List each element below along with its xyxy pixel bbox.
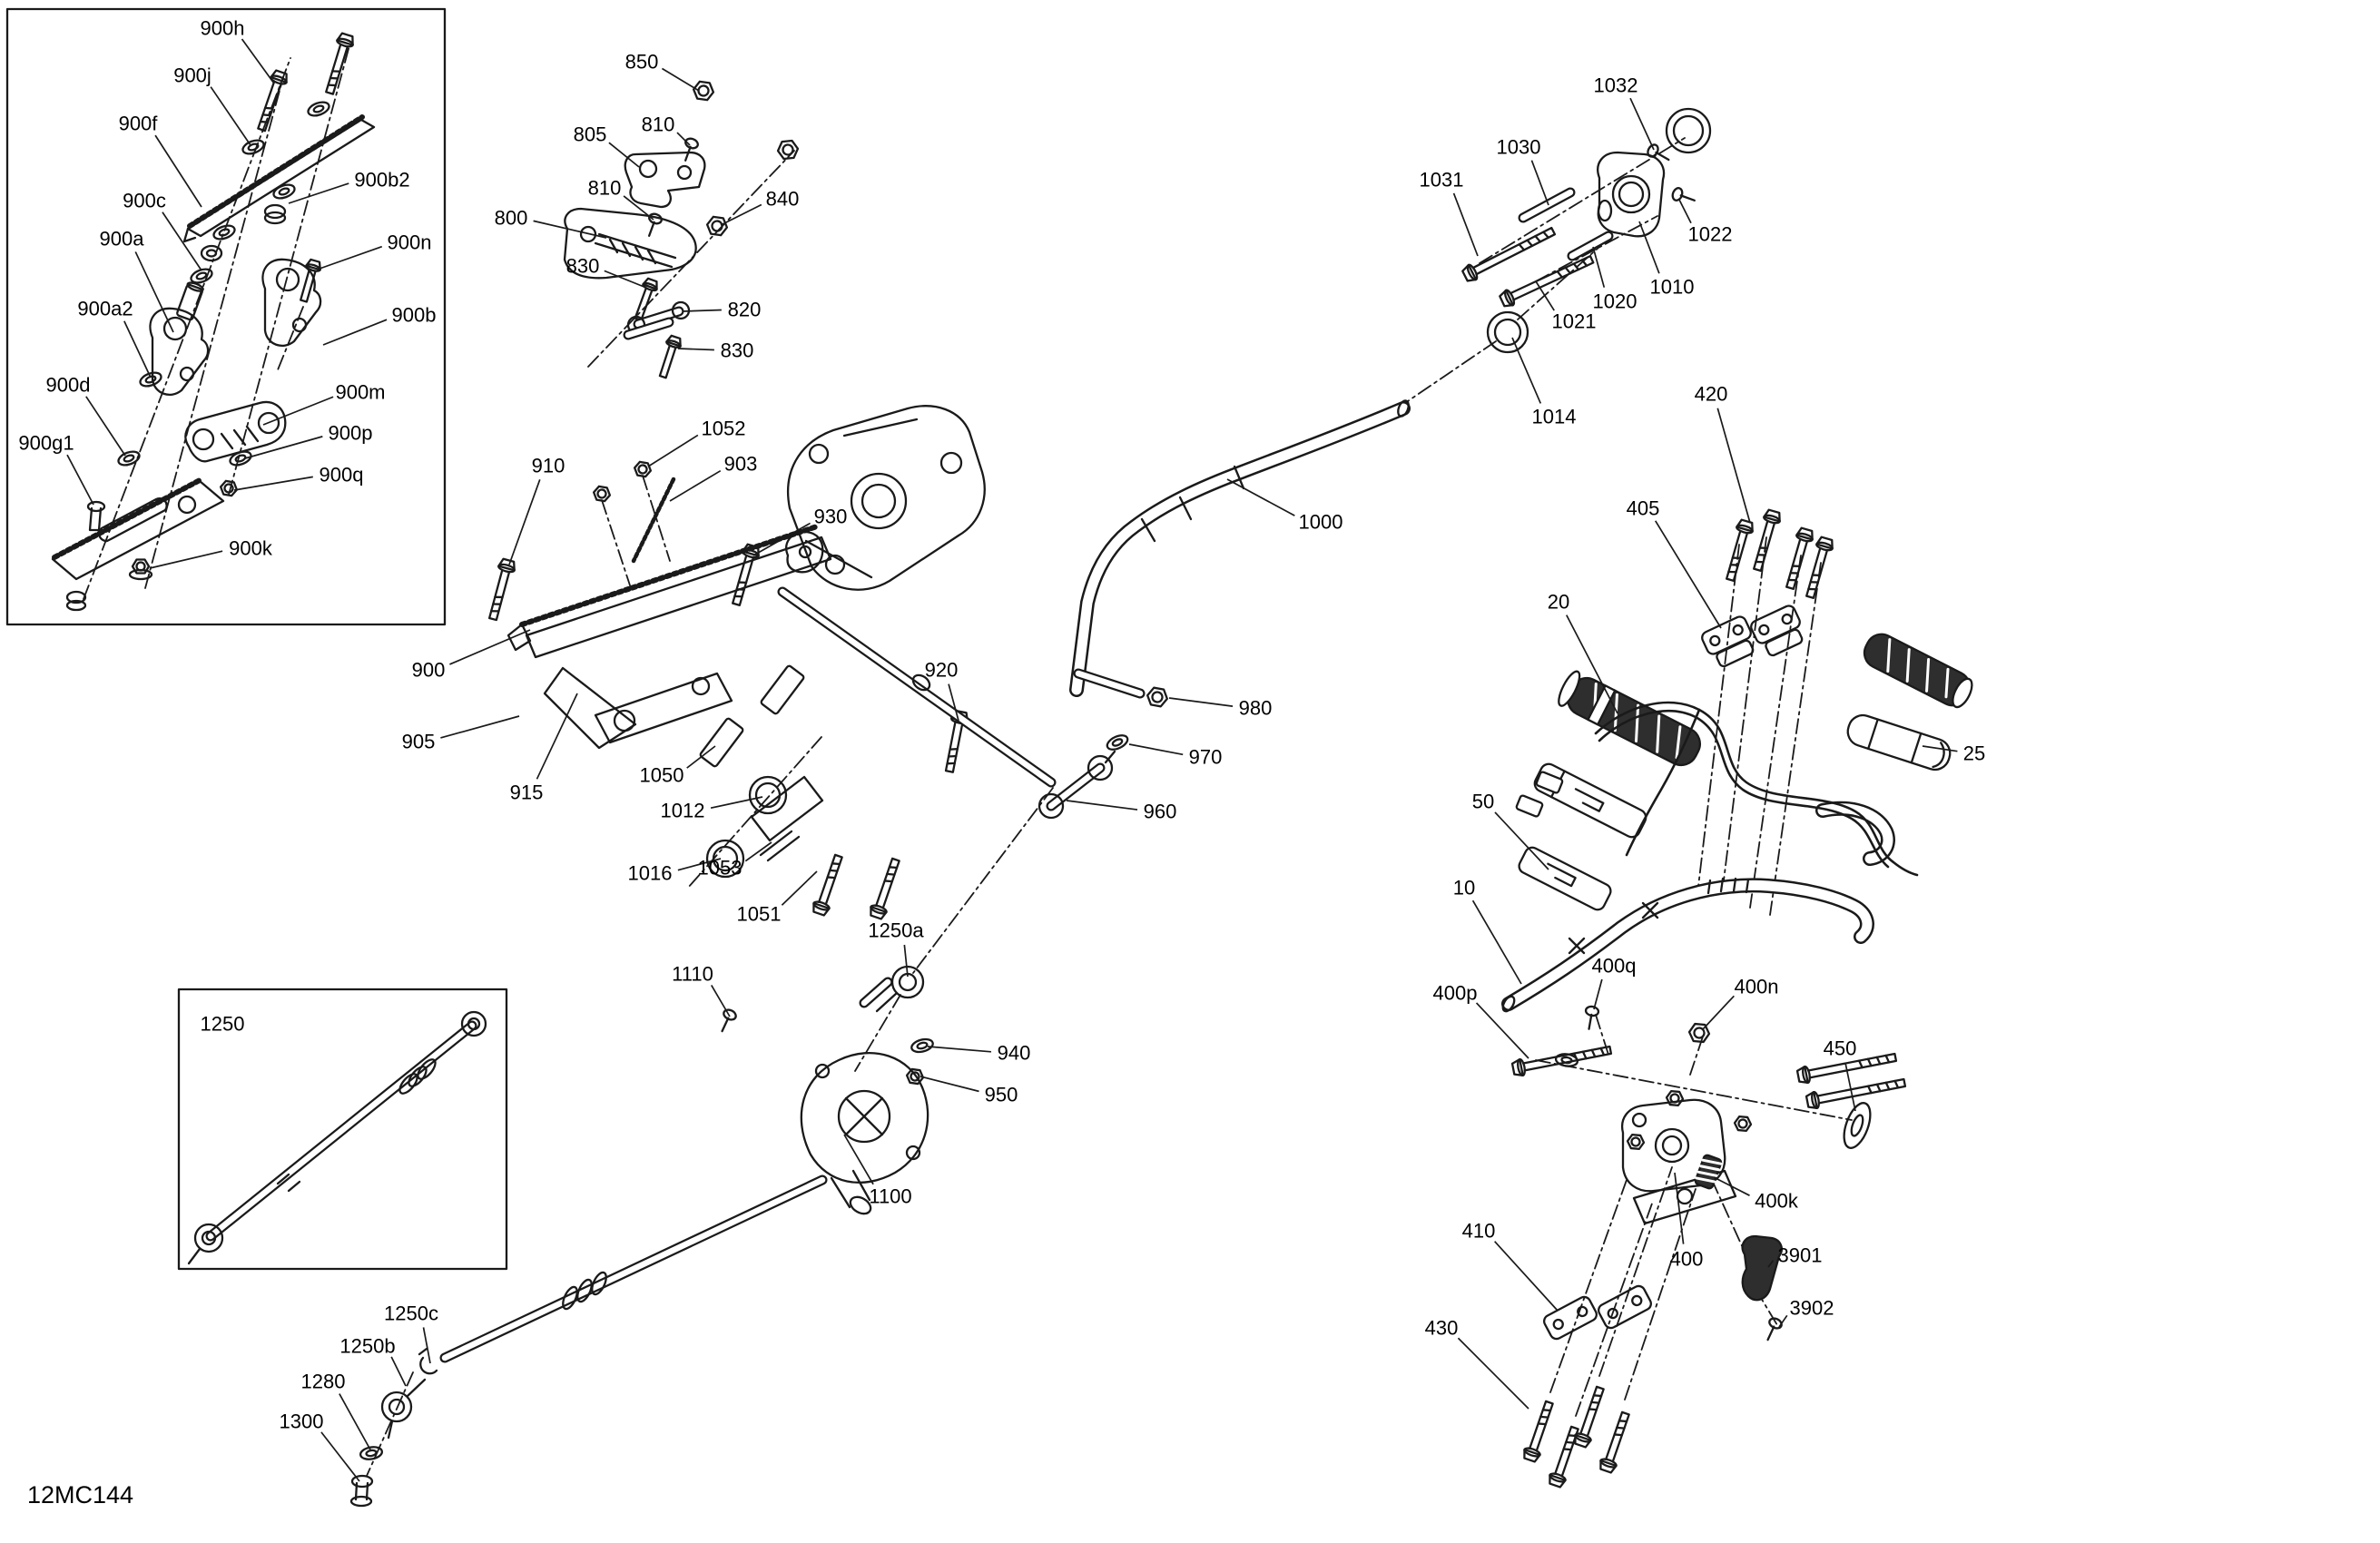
part-label-1012: 1012 [660, 799, 705, 822]
part-label-820: 820 [727, 298, 762, 321]
seal-ring-1014 [1488, 312, 1528, 352]
part-label-900h: 900h [200, 16, 245, 40]
part-label-1050: 1050 [639, 763, 684, 787]
leader-line-405 [1656, 521, 1721, 628]
part-label-400n: 400n [1734, 975, 1779, 998]
leader-line-1250b [391, 1357, 406, 1386]
leader-line-903 [670, 471, 721, 501]
steering-column-tube [1077, 399, 1411, 693]
part-label-1021: 1021 [1551, 310, 1597, 333]
part-label-915: 915 [509, 781, 544, 804]
handlebar-pad [1532, 762, 1649, 840]
part-label-900m: 900m [335, 380, 386, 404]
leader-line-840 [721, 204, 762, 225]
part-label-1000: 1000 [1298, 510, 1343, 534]
bar-clamp [1597, 1283, 1654, 1330]
grip-sleeve [1844, 712, 1954, 773]
part-label-800: 800 [494, 206, 528, 230]
leader-line-960 [1067, 801, 1137, 810]
part-label-1250c: 1250c [384, 1302, 438, 1325]
part-label-900f: 900f [118, 112, 158, 135]
leader-line-1000 [1227, 479, 1294, 516]
part-label-920: 920 [924, 658, 959, 682]
bolt-1300 [351, 1476, 372, 1506]
part-label-1051: 1051 [736, 902, 782, 926]
column-bushing-ring [1667, 109, 1710, 152]
part-label-850: 850 [625, 50, 659, 74]
washer-450 [1839, 1099, 1875, 1151]
leader-line-810-2 [624, 196, 654, 220]
part-label-1300: 1300 [279, 1410, 324, 1433]
leader-line-1010 [1639, 221, 1659, 273]
part-label-430: 430 [1424, 1316, 1459, 1340]
handlebar-pad [1517, 845, 1613, 912]
leader-line-1014 [1512, 338, 1540, 403]
part-label-1250b: 1250b [339, 1334, 396, 1358]
leader-line-420 [1717, 408, 1750, 523]
handlebar-clamp [1749, 604, 1808, 659]
part-label-drawing-code: 12MC144 [27, 1481, 134, 1509]
adjuster-spring [1695, 1155, 1722, 1190]
part-label-900d: 900d [45, 373, 91, 397]
part-label-400k: 400k [1755, 1189, 1798, 1213]
leader-line-1052 [648, 435, 698, 467]
part-label-960: 960 [1143, 800, 1177, 823]
part-label-50: 50 [1471, 790, 1495, 813]
part-label-1110: 1110 [672, 962, 713, 986]
part-label-1020: 1020 [1592, 290, 1637, 313]
leader-line-940 [928, 1047, 991, 1052]
part-label-1100: 1100 [869, 1184, 912, 1208]
part-label-900c: 900c [123, 189, 166, 212]
part-label-400p: 400p [1432, 981, 1478, 1005]
part-label-405: 405 [1626, 496, 1660, 520]
leader-line-400k [1714, 1177, 1750, 1195]
part-label-900q: 900q [319, 463, 364, 486]
leader-line-430 [1458, 1338, 1529, 1409]
frame-support-bracket [788, 406, 985, 589]
part-label-1031: 1031 [1419, 168, 1464, 192]
handlebar-group [1500, 509, 1976, 1013]
right-heated-grip [1859, 629, 1977, 712]
upper-column-clamp-group [1402, 109, 1710, 405]
upper-steering-shaft [782, 592, 1051, 782]
steering-column-group [351, 399, 1411, 1506]
part-label-1052: 1052 [701, 417, 746, 440]
handlebar-tube [1500, 879, 1867, 1013]
part-label-3902: 3902 [1789, 1296, 1834, 1320]
shaft-pad [700, 718, 744, 768]
part-label-900n: 900n [387, 231, 432, 254]
part-label-1016: 1016 [627, 861, 673, 885]
part-label-900b2: 900b2 [354, 168, 410, 192]
leader-line-1053 [745, 842, 772, 861]
leader-line-800 [534, 221, 606, 238]
leader-line-950 [920, 1076, 979, 1091]
leader-line-1300 [321, 1432, 359, 1481]
leader-line-1280 [339, 1394, 371, 1451]
part-label-905: 905 [401, 730, 436, 753]
shaft-pad [761, 665, 805, 715]
riser-block-group [1511, 1006, 1905, 1489]
part-label-830-2: 830 [720, 339, 754, 362]
spacer-1030 [1523, 192, 1570, 218]
part-label-1280: 1280 [300, 1370, 346, 1393]
leader-line-1250a [904, 945, 908, 977]
part-label-25: 25 [1962, 742, 1986, 765]
leader-line-1022 [1679, 200, 1691, 223]
part-label-1250: 1250 [200, 1012, 245, 1036]
part-label-900k: 900k [229, 536, 272, 560]
leader-line-1250c [424, 1327, 430, 1363]
part-label-900: 900 [411, 658, 446, 682]
handlebar-end-tube [1823, 809, 1888, 859]
part-label-810-2: 810 [587, 176, 622, 200]
leader-line-850 [662, 68, 699, 91]
part-label-930: 930 [813, 505, 848, 528]
leader-line-970 [1129, 744, 1183, 754]
release-lever [1743, 1236, 1782, 1300]
leader-line-905 [440, 716, 519, 738]
part-label-1014: 1014 [1531, 405, 1577, 428]
part-label-3901: 3901 [1777, 1243, 1823, 1267]
part-label-20: 20 [1547, 590, 1570, 614]
leader-line-1110 [712, 985, 730, 1017]
part-label-410: 410 [1461, 1219, 1496, 1243]
part-label-1250a: 1250a [868, 919, 924, 942]
part-label-900a2: 900a2 [77, 297, 133, 320]
leader-line-1051 [782, 871, 817, 905]
part-label-810-1: 810 [641, 113, 675, 136]
leader-line-10 [1473, 900, 1521, 984]
part-label-1010: 1010 [1649, 275, 1695, 299]
part-label-1053: 1053 [697, 856, 743, 880]
part-label-830-1: 830 [565, 254, 600, 278]
part-label-900g1: 900g1 [18, 431, 74, 455]
part-label-900p: 900p [328, 421, 373, 445]
part-label-900j: 900j [173, 64, 211, 87]
leader-line-410 [1495, 1242, 1558, 1311]
sensor-bracket [625, 152, 705, 207]
part-label-450: 450 [1823, 1037, 1857, 1060]
part-label-940: 940 [997, 1041, 1031, 1065]
clamp-housing [1598, 152, 1664, 236]
part-label-970: 970 [1188, 745, 1223, 769]
part-label-400: 400 [1669, 1247, 1704, 1271]
part-label-1022: 1022 [1687, 222, 1733, 246]
part-label-900a: 900a [99, 227, 144, 251]
threaded-stub [864, 982, 888, 1003]
part-label-910: 910 [531, 454, 565, 477]
part-label-950: 950 [984, 1083, 1018, 1106]
part-label-980: 980 [1238, 696, 1273, 720]
leader-line-400q [1594, 979, 1602, 1009]
leader-line-1032 [1630, 98, 1654, 150]
leader-line-980 [1169, 698, 1233, 706]
part-label-1030: 1030 [1496, 135, 1541, 159]
leader-line-400n [1703, 996, 1734, 1029]
part-label-840: 840 [765, 187, 800, 211]
split-clamp [752, 777, 822, 840]
part-label-903: 903 [723, 452, 758, 476]
part-label-10: 10 [1452, 876, 1476, 899]
leader-line-1020 [1593, 247, 1604, 288]
leader-line-1031 [1454, 193, 1478, 256]
part-label-1032: 1032 [1593, 74, 1638, 97]
part-label-400q: 400q [1591, 954, 1637, 978]
part-label-900b: 900b [391, 303, 437, 327]
inset-box-steering-support [7, 9, 445, 624]
part-label-805: 805 [573, 123, 607, 146]
leader-line-1030 [1531, 161, 1549, 205]
leader-line-910 [509, 479, 540, 565]
part-label-420: 420 [1694, 382, 1728, 406]
leader-line-400p [1477, 1003, 1529, 1058]
